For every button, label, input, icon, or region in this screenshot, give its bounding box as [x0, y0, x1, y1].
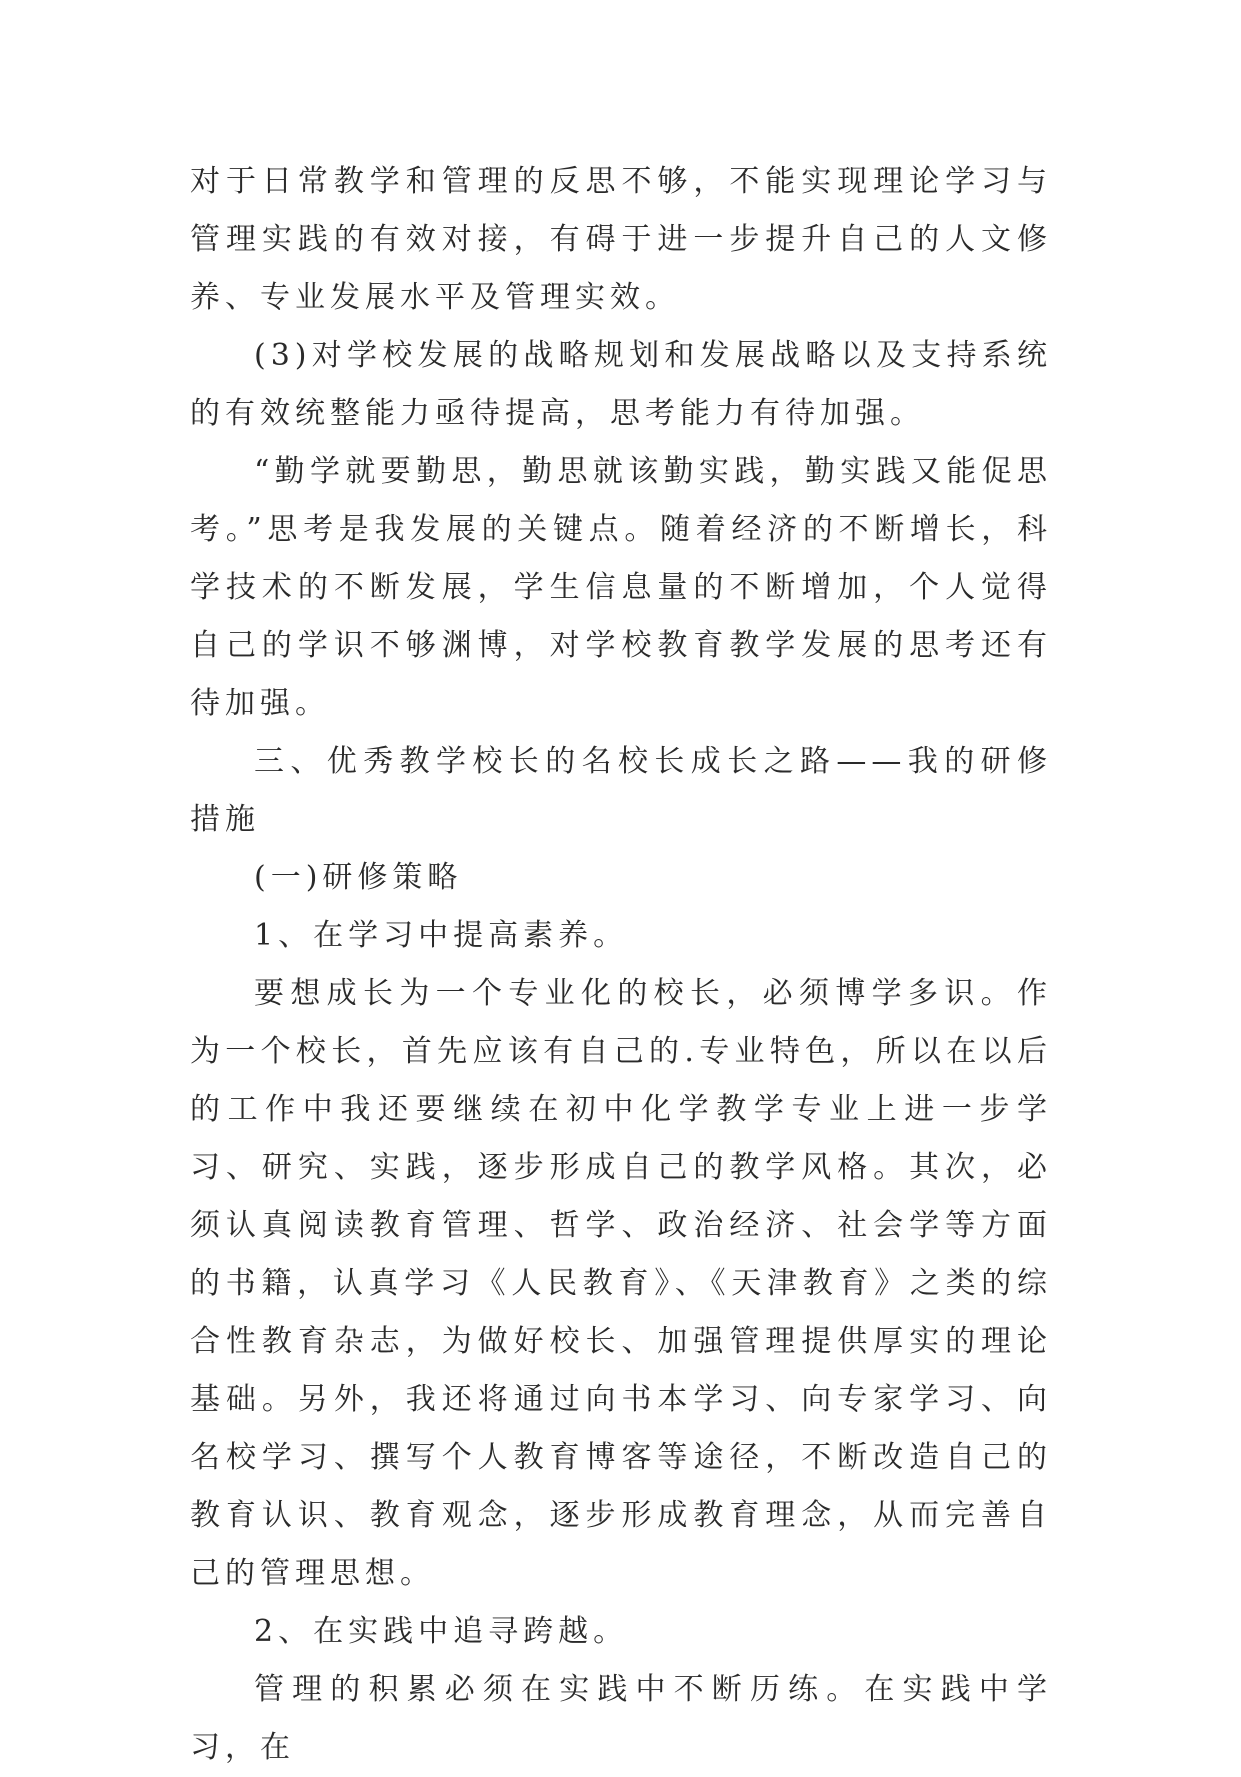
- paragraph-quote-thinking: “勤学就要勤思，勤思就该勤实践，勤实践又能促思考。”思考是我发展的关键点。随着经济的不断增长，科学技术的不断发展，学生信息量的不断增加，个人觉得自己的学识不够渊博，对学校教育教学发展的思考还有待加强。: [190, 454, 1052, 721]
- section-heading-3: 三、优秀教学校长的名校长成长之路——我的研修措施: [190, 744, 1052, 837]
- subsection-heading-strategy: (一)研修策略: [254, 860, 463, 895]
- paragraph-practice: 管理的积累必须在实践中不断历练。在实践中学习，在: [190, 1672, 1052, 1765]
- paragraph-item-3: (3)对学校发展的战略规划和发展战略以及支持系统的有效统整能力亟待提高，思考能力有待加强。: [190, 338, 1052, 431]
- document-body: [190, 153, 1052, 1777]
- paragraph-learning: 要想成长为一个专业化的校长，必须博学多识。作为一个校长，首先应该有自己的.专业特色，所以在以后的工作中我还要继续在初中化学教学专业上进一步学习、研究、实践，逐步形成自己的教学风格。其次，必须认真阅读教育管理、哲学、政治经济、社会学等方面的书籍，认真学习《人民教育》、《天津教育》之类的综合性教育杂志，为做好校长、加强管理提供厚实的理论基础。另外，我还将通过向书本学习、向专家学习、向名校学习、撰写个人教育博客等途径，不断改造自己的教育认识、教育观念，逐步形成教育理念，从而完善自己的管理思想。: [190, 976, 1052, 1591]
- point-heading-2: 2、在实践中追寻跨越。: [254, 1614, 629, 1649]
- paragraph-reflection: 对于日常教学和管理的反思不够，不能实现理论学习与管理实践的有效对接，有碍于进一步提升自己的人文修养、专业发展水平及管理实效。: [190, 164, 1052, 315]
- point-heading-1: 1、在学习中提高素养。: [254, 918, 629, 953]
